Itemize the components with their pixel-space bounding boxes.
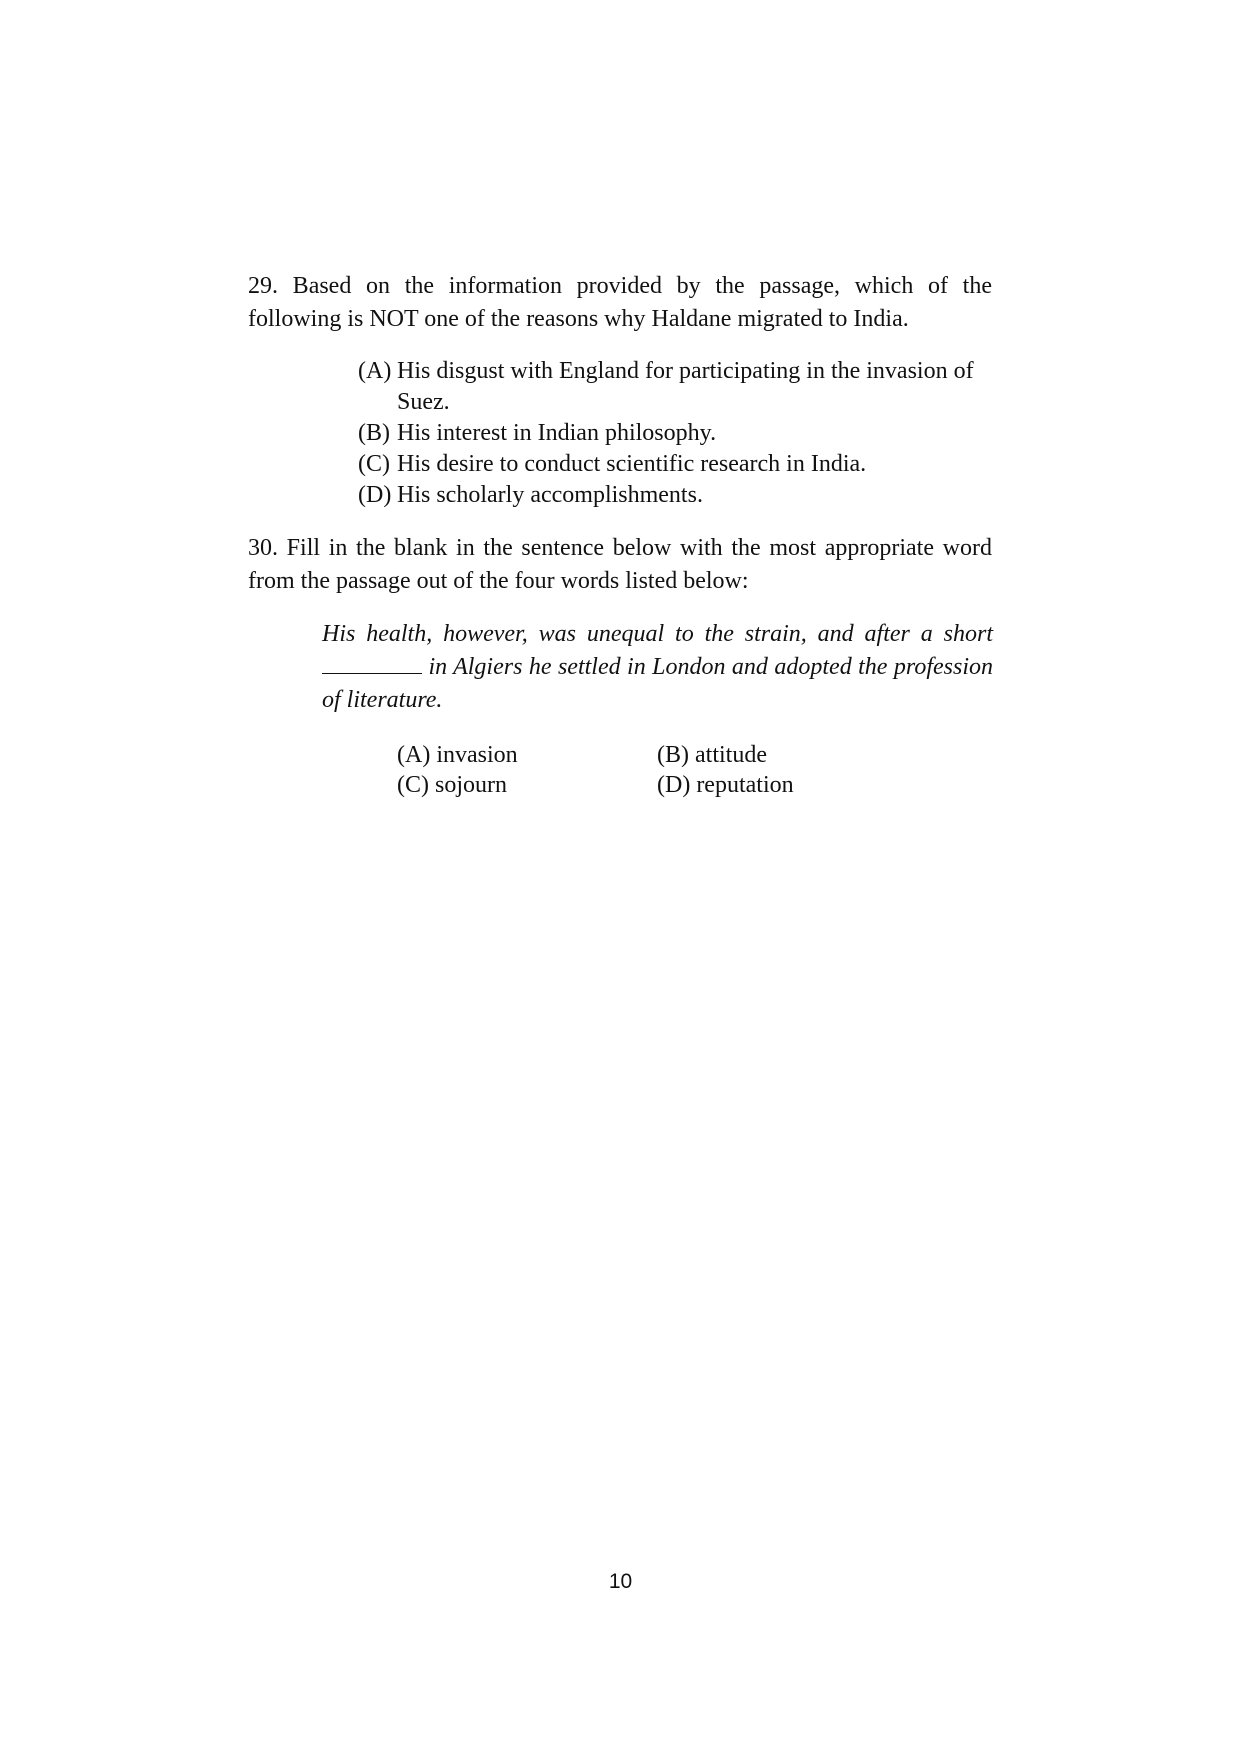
- options-row: [397, 770, 917, 800]
- option-text: His desire to conduct scientific research in India.: [397, 451, 867, 477]
- question-29-options: [358, 356, 994, 511]
- option-letter: (B): [358, 420, 390, 446]
- question-29-option-a: [358, 356, 994, 418]
- option-letter: (D): [358, 482, 392, 508]
- question-29-stem: 29. Based on the information provided by the passage, which of the following is NOT one of the reasons why Haldane migrated to India.: [248, 273, 992, 332]
- question-29-option-d: [358, 480, 994, 511]
- question-30-stem: 30. Fill in the blank in the sentence below with the most appropriate word from the passage out of the four words listed below:: [248, 535, 992, 594]
- page-number: 10: [608, 1570, 633, 1593]
- option-letter: (A): [358, 358, 392, 384]
- quote-part-1: His health, however, was unequal to the strain, and after a short: [322, 621, 993, 647]
- fill-in-blank: [322, 651, 422, 674]
- options-row: [397, 740, 917, 770]
- question-29-option-c: [358, 449, 994, 480]
- question-30-option-c: (C) sojourn: [397, 772, 507, 798]
- option-letter: (C): [358, 451, 390, 477]
- quote-part-2: in Algiers he settled in London and adopted the profession of literature.: [322, 654, 993, 713]
- question-29-option-b: [358, 418, 994, 449]
- question-30-options: [397, 740, 917, 800]
- option-text: His scholarly accomplishments.: [397, 482, 703, 508]
- question-30-option-a: (A) invasion: [397, 742, 518, 768]
- option-text: His disgust with England for participating in the invasion of Suez.: [397, 358, 974, 415]
- option-text: His interest in Indian philosophy.: [397, 420, 717, 446]
- question-30-option-b: (B) attitude: [657, 742, 767, 768]
- question-30-quote: [322, 618, 993, 717]
- question-30-option-d: (D) reputation: [657, 772, 794, 798]
